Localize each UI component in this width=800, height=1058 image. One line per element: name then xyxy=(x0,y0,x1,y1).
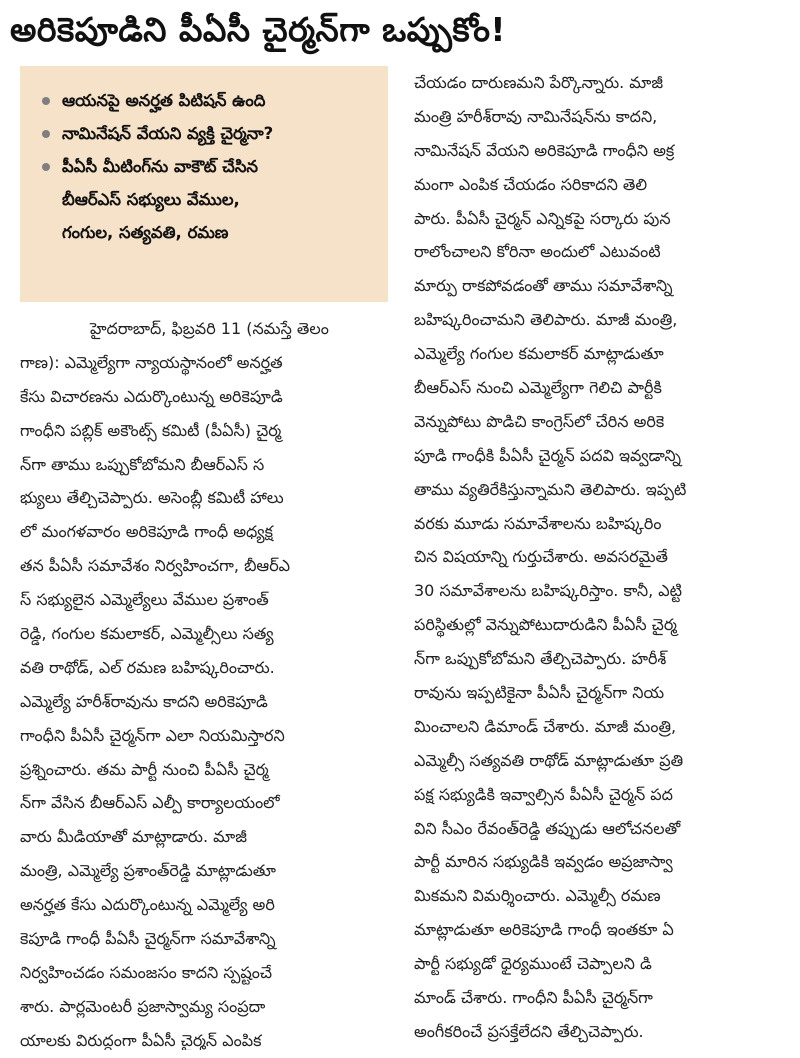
bullet-dot-icon xyxy=(42,97,50,105)
article-text-line: స్ సభ్యులైన ఎమ్మెల్యేలు వేముల ప్రశాంత్ xyxy=(20,590,269,610)
article-text-line: పారు. పీఏసీ చైర్మన్ ఎన్నికపై సర్కారు పున xyxy=(414,208,671,228)
headline: అరికెపూడిని పీఏసీ చైర్మన్‌గా ఒప్పుకోం! xyxy=(10,10,506,49)
highlight-text: ఆయనపై అనర్హత పిటిషన్ ఉంది xyxy=(62,91,266,110)
article-text-line: పార్టీ మారిన సభ్యుడికి ఇవ్వడం అప్రజాస్వా xyxy=(414,852,673,872)
article-text-line: నామినేషన్ వేయని అరికెపూడి గాంధీని అక్ర xyxy=(414,140,675,160)
article-text-line: మార్పు రాకపోవడంతో తాము సమావేశాన్ని xyxy=(414,276,673,296)
article-text-line: తాము వ్యతిరేకిస్తున్నామని తెలిపారు. ఇప్పటి xyxy=(414,479,687,499)
highlight-item xyxy=(42,117,378,150)
article-text-line: మాట్లాడుతూ అరికెపూడి గాంధీ ఇంతకూ ఏ xyxy=(414,920,674,940)
highlight-text: నామినేషన్ వేయని వ్యక్తి చైర్మనా? xyxy=(62,124,274,143)
article-text-line: భ్యులు తేల్చిచెప్పారు. అసెంబ్లీ కమిటీ హాలు xyxy=(20,488,284,508)
highlight-text: గంగుల, సత్యవతి, రమణ xyxy=(62,223,229,242)
article-text-line: మించాలని డిమాండ్ చేశారు. మాజీ మంత్రి, xyxy=(414,716,677,736)
article-text-line: వతి రాథోడ్, ఎల్ రమణ బహిష్కరించారు. xyxy=(20,657,275,677)
article-text-line: వరకు మూడు సమావేశాలను బహిష్కరిం xyxy=(414,513,662,533)
article-column-left xyxy=(20,312,388,1050)
article-text-line: న్‌గా ఒప్పుకోబోమని తేల్చిచెప్పారు. హరీశ్ xyxy=(414,649,667,669)
article-text-line: మంత్రి, ఎమ్మెల్యే ప్రశాంత్‌రెడ్డి మాట్లాడుతూ xyxy=(20,861,276,881)
article-text-line: న్‌గా వేసిన బీఆర్‌ఎస్ ఎల్పీ కార్యాలయంలో xyxy=(20,793,280,813)
article-text-line: మంగా ఎంపిక చేయడం సరికాదని తెలి xyxy=(414,174,648,194)
article-text-line: ఎమ్మెల్యే గంగుల కమలాకర్ మాట్లాడుతూ xyxy=(414,344,664,364)
article-text-line: వెన్నుపోటు పొడిచి కాంగ్రెస్‌లో చేరిన అరికె xyxy=(414,411,665,431)
article-text-line: అనర్హత కేసు ఎదుర్కొంటున్న ఎమ్మెల్యే అరి xyxy=(20,895,275,915)
bullet-dot-icon xyxy=(42,163,50,171)
bullet-dot-icon xyxy=(42,130,50,138)
article-text-line: రాలోంచాలని కోరినా అందులో ఎటువంటి xyxy=(414,242,661,262)
article-text-line: గాణ): ఎమ్మెల్యేగా న్యాయస్థానంలో అనర్హత xyxy=(20,352,283,372)
highlight-item xyxy=(42,84,378,117)
article-text-line: హైదరాబాద్, ఫిబ్రవరి 11 (నమస్తే తెలం xyxy=(90,319,329,338)
article-text-line: చిన విషయాన్ని గుర్తుచేశారు. అవసరమైతే xyxy=(414,547,668,567)
article-text-line: బహిష్కరించామని తెలిపారు. మాజీ మంత్రి, xyxy=(414,310,678,330)
highlight-text: బీఆర్‌ఎస్ సభ్యులు వేముల, xyxy=(62,190,240,209)
article-text-line: కేసు విచారణను ఎదుర్కొంటున్న అరికెపూడి xyxy=(20,386,283,406)
article-text-line: పక్ష సభ్యుడికి ఇవ్వాల్సిన పీఏసీ చైర్మన్ పద xyxy=(414,784,673,804)
article-column-right xyxy=(414,66,784,1050)
article-text-line: ఎమ్మెల్సీ సత్యవతి రాథోడ్ మాట్లాడుతూ ప్రతి xyxy=(414,750,684,770)
article-text-line: విని సీఎం రేవంత్‌రెడ్డి తప్పుడు ఆలోచనలతో xyxy=(414,818,681,838)
article-text-line: వారు మీడియాతో మాట్లాడారు. మాజీ xyxy=(20,827,247,847)
highlights-box xyxy=(20,66,388,302)
article-text-line: యాలకు విరుద్ధంగా పీఏసీ చైర్మన్ ఎంపిక xyxy=(20,1030,262,1050)
highlight-item xyxy=(42,150,378,183)
article-text-line: బీఆర్‌ఎస్ నుంచి ఎమ్మెల్యేగా గెలిచి పార్టీకి xyxy=(414,378,662,398)
article-text-line: పూడి గాంధీకి పీఏసీ చైర్మన్ పదవి ఇవ్వడాన్ని xyxy=(414,445,682,465)
highlight-item-continuation xyxy=(42,183,378,216)
highlight-text: పీఏసీ మీటింగ్‌ను వాకౌట్ చేసిన xyxy=(62,157,258,176)
article-text-line: లో మంగళవారం అరికెపూడి గాంధీ అధ్యక్ష xyxy=(20,522,273,542)
article-text-line: రావును ఇప్పటికైనా పీఏసీ చైర్మన్‌గా నియ xyxy=(414,683,665,703)
article-text-line: 30 సమావేశాలను బహిష్కరిస్తాం. కానీ, ఎట్టి xyxy=(414,581,682,601)
article-text-line: అంగీకరించే ప్రసక్తేలేదని తేల్చిచెప్పారు. xyxy=(414,1021,644,1041)
article-text-line: మాండ్ చేశారు. గాంధీని పీఏసీ చైర్మన్‌గా xyxy=(414,988,653,1008)
article-text-line: తన పీఏసీ సమావేశం నిర్వహించగా, బీఆర్‌ఎ xyxy=(20,556,291,576)
article-text-line: న్‌గా తాము ఒప్పుకోబోమని బీఆర్‌ఎస్ స xyxy=(20,454,265,474)
highlight-item-continuation xyxy=(42,216,378,249)
article-text-line: శారు. పార్లమెంటరీ ప్రజాస్వామ్య సంప్రదా xyxy=(20,996,266,1016)
article-text-line: కెపూడి గాంధీ పీఏసీ చైర్మన్‌గా సమావేశాన్ని xyxy=(20,929,276,949)
article-text-line: పరిస్థితుల్లో వెన్నుపోటుదారుడిని పీఏసీ చైర్మ xyxy=(414,615,677,635)
article-text-line: చేయడం దారుణమని పేర్కొన్నారు. మాజీ xyxy=(414,73,664,92)
article-text-line: పార్టీ సభ్యుడో ధైర్యముంటే చెప్పాలని డి xyxy=(414,954,652,974)
article-text-line: రెడ్డి, గంగుల కమలాకర్, ఎమ్మెల్సీలు సత్య xyxy=(20,624,274,644)
article-text-line: మంత్రి హరీశ్‌రావు నామినేషన్‌ను కాదని, xyxy=(414,106,658,126)
article-text-line: మికమని విమర్శించారు. ఎమ్మెల్సీ రమణ xyxy=(414,886,661,906)
article-text-line: గాంధీని పబ్లిక్ అకౌంట్స్ కమిటీ (పీఏసీ) చైర్మ xyxy=(20,420,282,440)
article-text-line: గాంధీని పీఏసీ చైర్మన్‌గా ఎలా నియమిస్తారని xyxy=(20,725,285,745)
article-text-line: ఎమ్మెల్యే హరీశ్‌రావును కాదని అరికెపూడి xyxy=(20,691,268,711)
article-text-line: ప్రశ్నించారు. తమ పార్టీ నుంచి పీఏసీ చైర్మ xyxy=(20,759,269,779)
article-text-line: నిర్వహించడం సమంజసం కాదని స్పష్టంచే xyxy=(20,962,273,982)
